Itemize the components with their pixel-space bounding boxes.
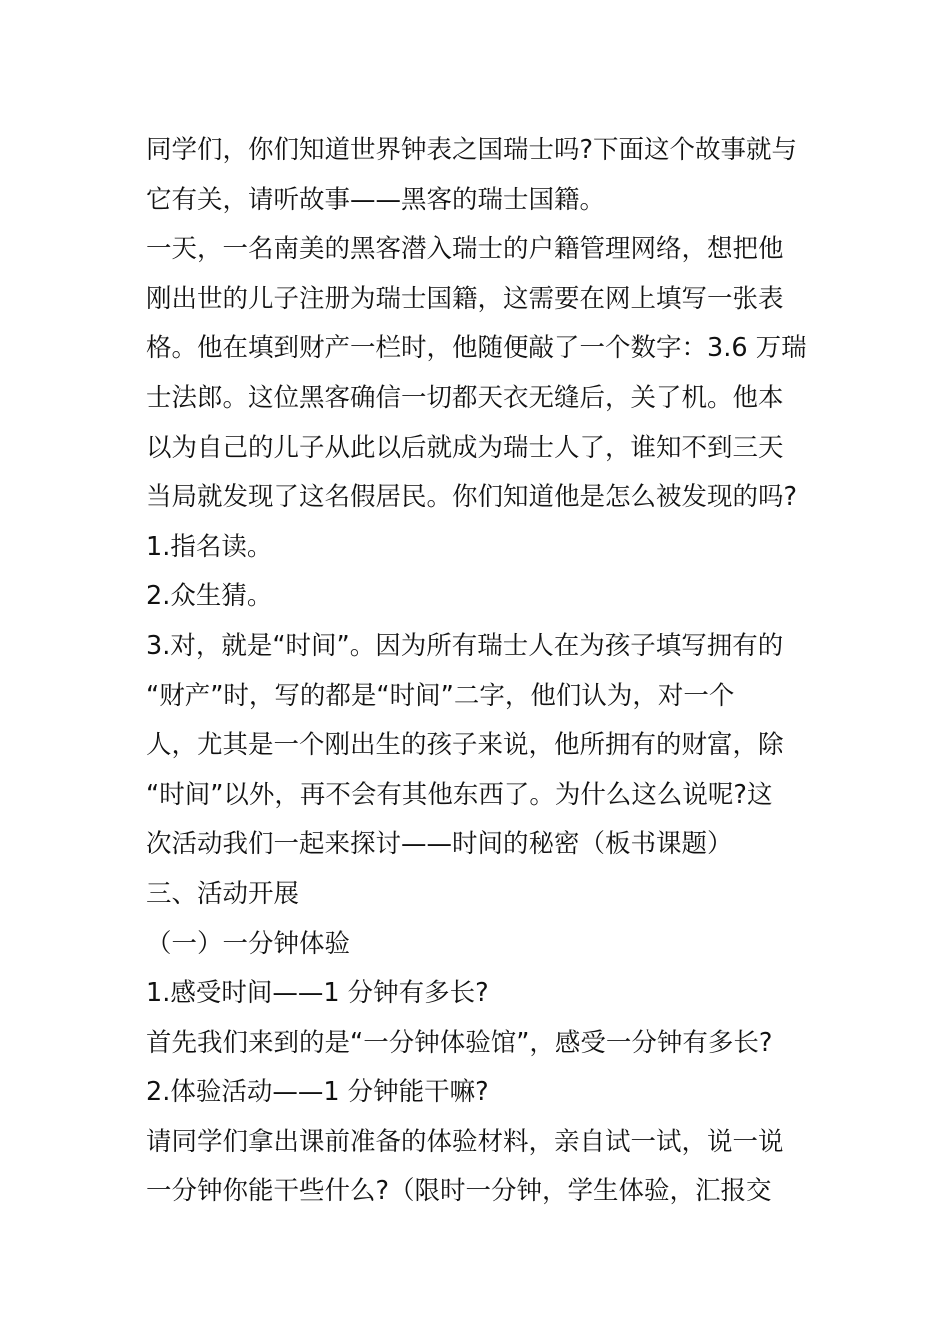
document-page — [146, 126, 810, 1217]
text-line: 格。他在填到财产一栏时，他随便敲了一个数字：3.6 万瑞 — [146, 333, 807, 364]
text-line: 次活动我们一起来探讨——时间的秘密（板书课题） — [146, 829, 733, 860]
text-line: 它有关，请听故事——黑客的瑞士国籍。 — [146, 184, 606, 215]
text-line: 同学们，你们知道世界钟表之国瑞士吗?下面这个故事就与 — [146, 135, 798, 165]
text-line: 士法郎。这位黑客确信一切都天衣无缝后，关了机。他本 — [146, 382, 784, 413]
text-line: “财产”时，写的都是“时间”二字，他们认为，对一个 — [146, 680, 735, 711]
text-line: 首先我们来到的是“一分钟体验馆”，感受一分钟有多长? — [146, 1027, 773, 1058]
text-line: 当局就发现了这名假居民。你们知道他是怎么被发现的吗? — [146, 482, 798, 513]
section-heading: 三、活动开展 — [146, 878, 300, 909]
list-item: 1.指名读。 — [146, 531, 273, 562]
text-line: 请同学们拿出课前准备的体验材料，亲自试一试，说一说 — [146, 1126, 784, 1157]
text-line: 一分钟你能干些什么?（限时一分钟，学生体验，汇报交 — [146, 1176, 772, 1207]
text-line: 刚出世的儿子注册为瑞士国籍，这需要在网上填写一张表 — [146, 283, 784, 314]
list-item: 3.对，就是“时间”。因为所有瑞士人在为孩子填写拥有的 — [146, 630, 784, 661]
text-line: 以为自己的儿子从此以后就成为瑞士人了，谁知不到三天 — [146, 432, 784, 463]
list-item: 2.体验活动——1 分钟能干嘛? — [146, 1077, 489, 1108]
text-line: 一天，一名南美的黑客潜入瑞士的户籍管理网络，想把他 — [146, 234, 784, 265]
text-line: 人，尤其是一个刚出生的孩子来说，他所拥有的财富，除 — [146, 730, 784, 761]
list-item: 2.众生猜。 — [146, 581, 273, 612]
list-item: 1.感受时间——1 分钟有多长? — [146, 978, 489, 1009]
subsection-heading: （一）一分钟体验 — [146, 928, 351, 959]
text-line: “时间”以外，再不会有其他东西了。为什么这么说呢?这 — [146, 779, 773, 810]
